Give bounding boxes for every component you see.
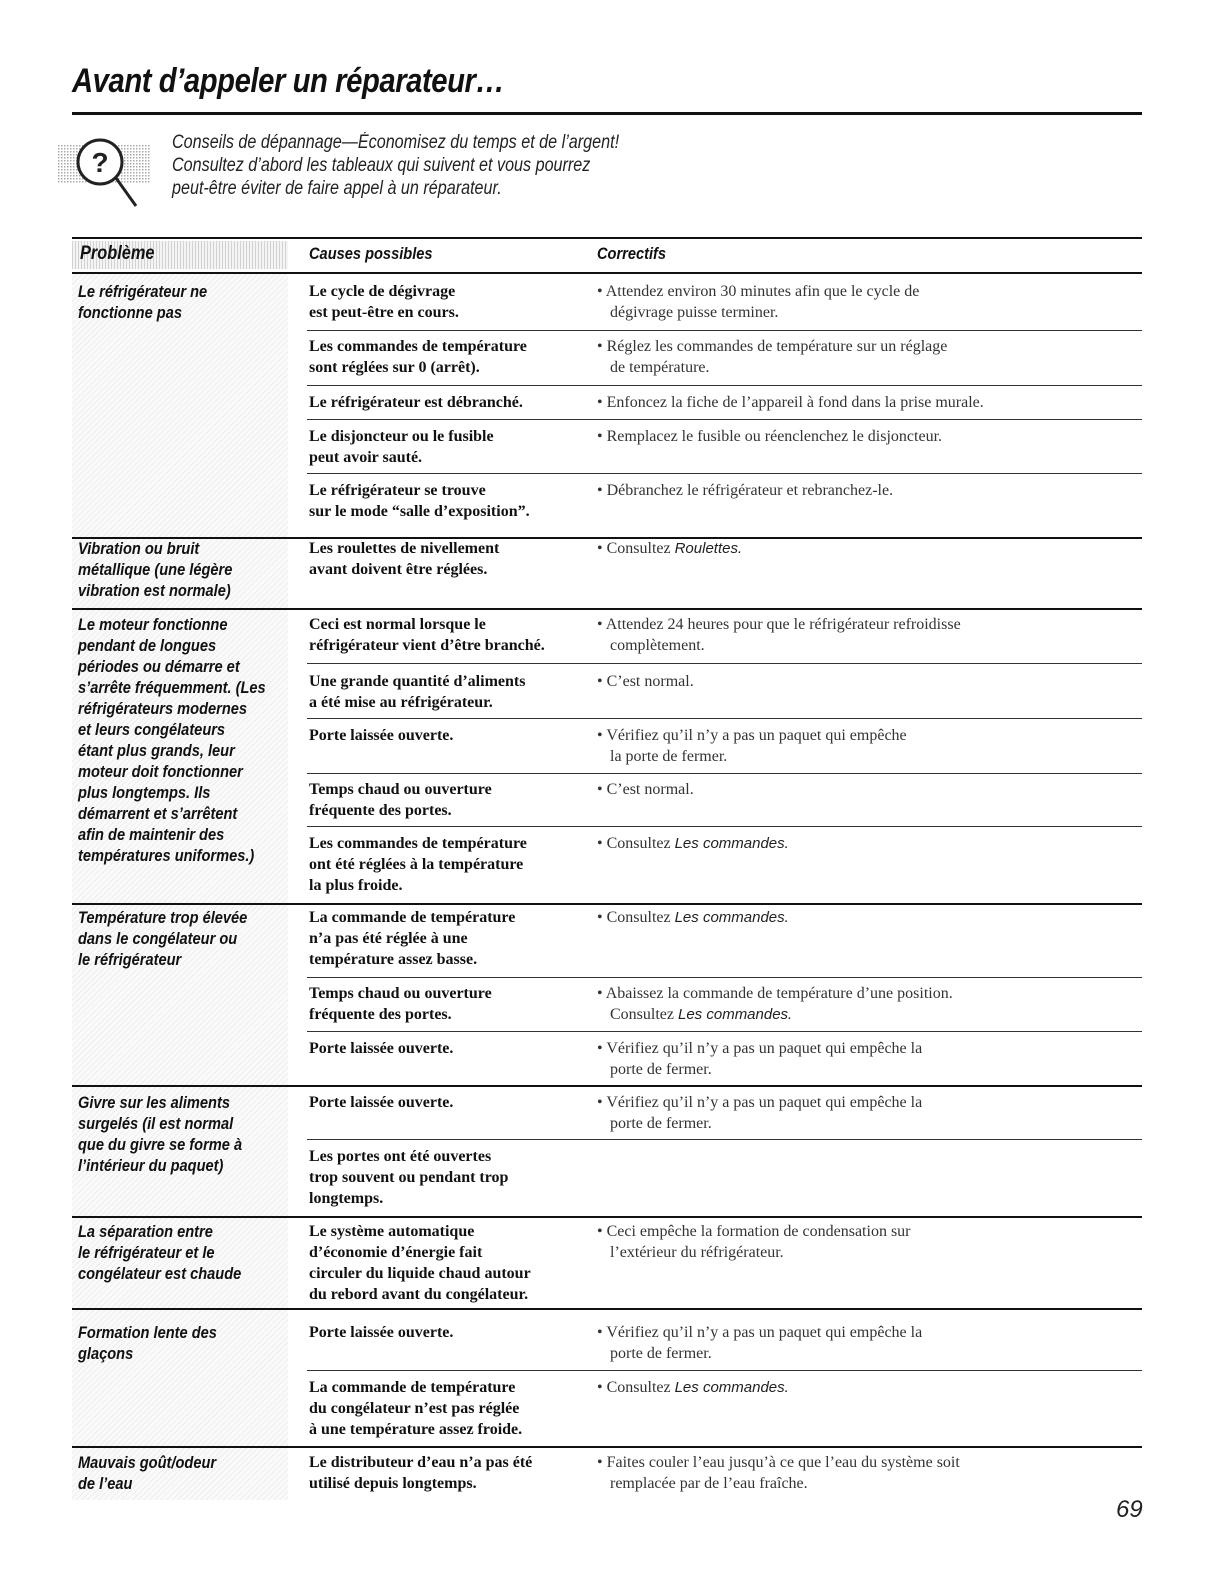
problem-line: métallique (une légère (78, 560, 233, 579)
fix-line: • Attendez 24 heures pour que le réfrigérateur refroidisse (597, 616, 961, 633)
problem-line: dans le congélateur ou (78, 929, 238, 948)
cause-line: fréquente des portes. (309, 1006, 452, 1023)
row-rule (307, 977, 1142, 978)
cause-line: La commande de température (309, 909, 516, 926)
problem-line: que du givre se forme à (78, 1135, 243, 1154)
problem-line: Formation lente des (78, 1323, 217, 1342)
cause-line: longtemps. (309, 1190, 384, 1207)
problem-line: vibration est normale) (78, 581, 231, 600)
cause-line: Porte laissée ouverte. (309, 1324, 454, 1341)
fix-cell (597, 1452, 1142, 1494)
fix-line: • Attendez environ 30 minutes afin que le cycle de (597, 283, 920, 300)
fix-cell (597, 833, 1142, 854)
fix-reference: Roulettes. (674, 540, 743, 557)
fix-text: • Consultez (597, 1379, 675, 1396)
fix-cell (597, 614, 1142, 656)
cause-line: Le distributeur d’eau n’a pas été (309, 1454, 533, 1471)
problem-line: réfrigérateurs modernes (78, 699, 248, 718)
fix-line: porte de fermer. (610, 1345, 712, 1362)
problem-cell (78, 1092, 293, 1176)
row-rule (307, 718, 1142, 719)
cause-cell (309, 538, 499, 580)
row-rule (307, 330, 1142, 331)
cause-cell (309, 1092, 453, 1113)
cause-line: Le réfrigérateur se trouve (309, 482, 486, 499)
cause-line: n’a pas été réglée à une (309, 930, 468, 947)
cause-line: Le réfrigérateur est débranché. (309, 394, 523, 411)
fix-cell (597, 538, 1142, 559)
fix-cell (597, 1038, 1142, 1080)
cause-line: La commande de température (309, 1379, 516, 1396)
cause-cell (309, 281, 459, 323)
cause-cell (309, 833, 527, 896)
cause-line: température assez basse. (309, 951, 478, 968)
problem-line: s’arrête fréquemment. (Les (78, 678, 266, 697)
cause-line: Le disjoncteur ou le fusible (309, 428, 494, 445)
fix-line: l’extérieur du réfrigérateur. (610, 1244, 784, 1261)
cause-line: d’économie d’énergie fait (309, 1244, 483, 1261)
cause-line: Porte laissée ouverte. (309, 727, 454, 744)
fix-cell (597, 392, 1142, 413)
cause-line: Temps chaud ou ouverture (309, 781, 492, 798)
cause-cell (309, 1221, 531, 1305)
problem-line: périodes ou démarre et (78, 657, 240, 676)
cause-line: du rebord avant du congélateur. (309, 1286, 529, 1303)
problem-line: surgelés (il est normal (78, 1114, 234, 1133)
row-rule (307, 385, 1142, 386)
cause-line: sur le mode “salle d’exposition”. (309, 503, 530, 520)
problem-line: afin de maintenir des (78, 825, 225, 844)
cause-line: Porte laissée ouverte. (309, 1094, 454, 1111)
fix-text: Consultez (610, 1006, 678, 1023)
fix-line: • C’est normal. (597, 781, 694, 798)
fix-cell (597, 1221, 1142, 1263)
fix-line: porte de fermer. (610, 1061, 712, 1078)
problem-cell (78, 1221, 293, 1284)
fix-cell (597, 1377, 1142, 1398)
fix-line: • Faites couler l’eau jusqu’à ce que l’eau du système soit (597, 1454, 960, 1471)
cause-line: ont été réglées à la température (309, 856, 524, 873)
problem-cell (78, 538, 293, 601)
cause-line: Ceci est normal lorsque le (309, 616, 486, 633)
fix-text: • Consultez (597, 909, 675, 926)
fix-line: • Réglez les commandes de température sur un réglage (597, 338, 948, 355)
fix-line: • Vérifiez qu’il n’y a pas un paquet qui empêche la (597, 1094, 923, 1111)
page-title: Avant d’appeler un réparateur… (72, 62, 505, 100)
problem-line: températures uniformes.) (78, 846, 255, 865)
fix-line: • Abaissez la commande de température d’une position. (597, 985, 953, 1002)
intro-line: Consultez d’abord les tableaux qui suivent et vous pourrez (172, 155, 591, 176)
fix-line: remplacée par de l’eau fraîche. (610, 1475, 808, 1492)
cause-line: est peut-être en cours. (309, 304, 459, 321)
fix-line: • Enfoncez la fiche de l’appareil à fond dans la prise murale. (597, 394, 984, 411)
fix-reference: Les commandes. (674, 909, 789, 926)
fix-cell (597, 1322, 1142, 1364)
intro-line: Conseils de dépannage—Économisez du temps et de l’argent! (172, 132, 620, 153)
problem-cell (78, 1452, 293, 1494)
problem-line: le réfrigérateur (78, 950, 182, 969)
cause-cell (309, 426, 494, 468)
cause-line: sont réglées sur 0 (arrêt). (309, 359, 480, 376)
fix-cell (597, 907, 1142, 928)
cause-cell (309, 1038, 453, 1059)
intro-text (172, 131, 619, 200)
fix-line: • Vérifiez qu’il n’y a pas un paquet qui empêche la (597, 1324, 923, 1341)
fix-line: • C’est normal. (597, 673, 694, 690)
fix-text: • Consultez (597, 540, 675, 557)
problem-cell (78, 907, 293, 970)
header-causes: Causes possibles (309, 244, 433, 263)
cause-line: trop souvent ou pendant trop (309, 1169, 509, 1186)
cause-line: réfrigérateur vient d’être branché. (309, 637, 545, 654)
cause-line: Le cycle de dégivrage (309, 283, 456, 300)
problem-line: démarrent et s’arrêtent (78, 804, 238, 823)
problem-line: plus longtemps. Ils (78, 783, 211, 802)
fix-cell (597, 983, 1142, 1025)
header-correctifs: Correctifs (597, 244, 667, 263)
cause-cell (309, 907, 515, 970)
cause-line: Temps chaud ou ouverture (309, 985, 492, 1002)
row-rule (307, 473, 1142, 474)
cause-line: Une grande quantité d’aliments (309, 673, 526, 690)
problem-line: Le moteur fonctionne (78, 615, 228, 634)
page-number: 69 (1116, 1496, 1143, 1523)
problem-line: étant plus grands, leur (78, 741, 235, 760)
cause-cell (309, 480, 530, 522)
fix-cell (597, 281, 1142, 323)
cause-cell (309, 1452, 532, 1494)
fix-reference: Les commandes. (678, 1006, 793, 1023)
fix-reference: Les commandes. (674, 835, 789, 852)
fix-cell (597, 426, 1142, 447)
intro-line: peut-être éviter de faire appel à un réparateur. (172, 178, 502, 199)
cause-cell (309, 336, 527, 378)
cause-line: fréquente des portes. (309, 802, 452, 819)
header-top-rule (72, 237, 1142, 239)
row-rule (307, 826, 1142, 827)
cause-line: la plus froide. (309, 877, 403, 894)
problem-line: Vibration ou bruit (78, 539, 200, 558)
problem-line: le réfrigérateur et le (78, 1243, 215, 1262)
fix-line: • Remplacez le fusible ou réenclenchez le disjoncteur. (597, 428, 943, 445)
row-rule (307, 1031, 1142, 1032)
problem-cell (78, 614, 293, 866)
cause-line: avant doivent être réglées. (309, 561, 488, 578)
problem-line: l’intérieur du paquet) (78, 1156, 224, 1175)
header-probleme: Problème (80, 243, 155, 264)
cause-cell (309, 1322, 453, 1343)
problem-line: congélateur est chaude (78, 1264, 242, 1283)
problem-line: fonctionne pas (78, 303, 182, 322)
cause-cell (309, 725, 453, 746)
row-rule (307, 419, 1142, 420)
cause-line: Les commandes de température (309, 835, 527, 852)
fix-line: • Ceci empêche la formation de condensation sur (597, 1223, 911, 1240)
problem-line: de l’eau (78, 1474, 133, 1493)
cause-cell (309, 1377, 522, 1440)
cause-cell (309, 614, 545, 656)
fix-line: • Vérifiez qu’il n’y a pas un paquet qui empêche la (597, 1040, 923, 1057)
cause-line: du congélateur n’est pas réglée (309, 1400, 520, 1417)
row-rule (307, 773, 1142, 774)
fix-line: • Vérifiez qu’il n’y a pas un paquet qui empêche (597, 727, 907, 744)
cause-line: peut avoir sauté. (309, 449, 423, 466)
problem-line: Givre sur les aliments (78, 1093, 230, 1112)
row-rule (307, 1370, 1142, 1371)
cause-cell (309, 983, 492, 1025)
problem-cell (78, 1322, 293, 1364)
problem-line: glaçons (78, 1344, 134, 1363)
problem-line: pendant de longues (78, 636, 217, 655)
fix-cell (597, 779, 1142, 800)
fix-cell (597, 671, 1142, 692)
cause-cell (309, 392, 523, 413)
fix-cell (597, 480, 1142, 501)
cause-line: a été mise au réfrigérateur. (309, 694, 493, 711)
cause-cell (309, 671, 525, 713)
cause-line: utilisé depuis longtemps. (309, 1475, 477, 1492)
problem-line: Température trop élevée (78, 908, 248, 927)
problem-line: Mauvais goût/odeur (78, 1453, 217, 1472)
fix-cell (597, 725, 1142, 767)
svg-text:?: ? (91, 147, 109, 178)
fix-line: dégivrage puisse terminer. (610, 304, 779, 321)
fix-line: la porte de fermer. (610, 748, 728, 765)
problem-line: et leurs congélateurs (78, 720, 226, 739)
cause-line: circuler du liquide chaud autour (309, 1265, 531, 1282)
problem-cell (78, 281, 293, 323)
cause-line: Les commandes de température (309, 338, 527, 355)
cause-cell (309, 779, 492, 821)
problem-line: Le réfrigérateur ne (78, 282, 208, 301)
row-rule (307, 663, 1142, 664)
title-rule (72, 112, 1142, 115)
problem-line: moteur doit fonctionner (78, 762, 243, 781)
fix-line: porte de fermer. (610, 1115, 712, 1132)
cause-line: à une température assez froide. (309, 1421, 523, 1438)
question-mark-icon (58, 130, 150, 208)
cause-line: Le système automatique (309, 1223, 475, 1240)
fix-line: complètement. (610, 637, 705, 654)
problem-line: La séparation entre (78, 1222, 213, 1241)
cause-line: Porte laissée ouverte. (309, 1040, 454, 1057)
fix-cell (597, 336, 1142, 378)
cause-line: Les roulettes de nivellement (309, 540, 500, 557)
row-rule (307, 1139, 1142, 1140)
fix-line: de température. (610, 359, 710, 376)
fix-cell (597, 1092, 1142, 1134)
fix-line: • Débranchez le réfrigérateur et rebranchez-le. (597, 482, 894, 499)
cause-cell (309, 1146, 508, 1209)
fix-reference: Les commandes. (674, 1379, 789, 1396)
fix-text: • Consultez (597, 835, 675, 852)
cause-line: Les portes ont été ouvertes (309, 1148, 492, 1165)
